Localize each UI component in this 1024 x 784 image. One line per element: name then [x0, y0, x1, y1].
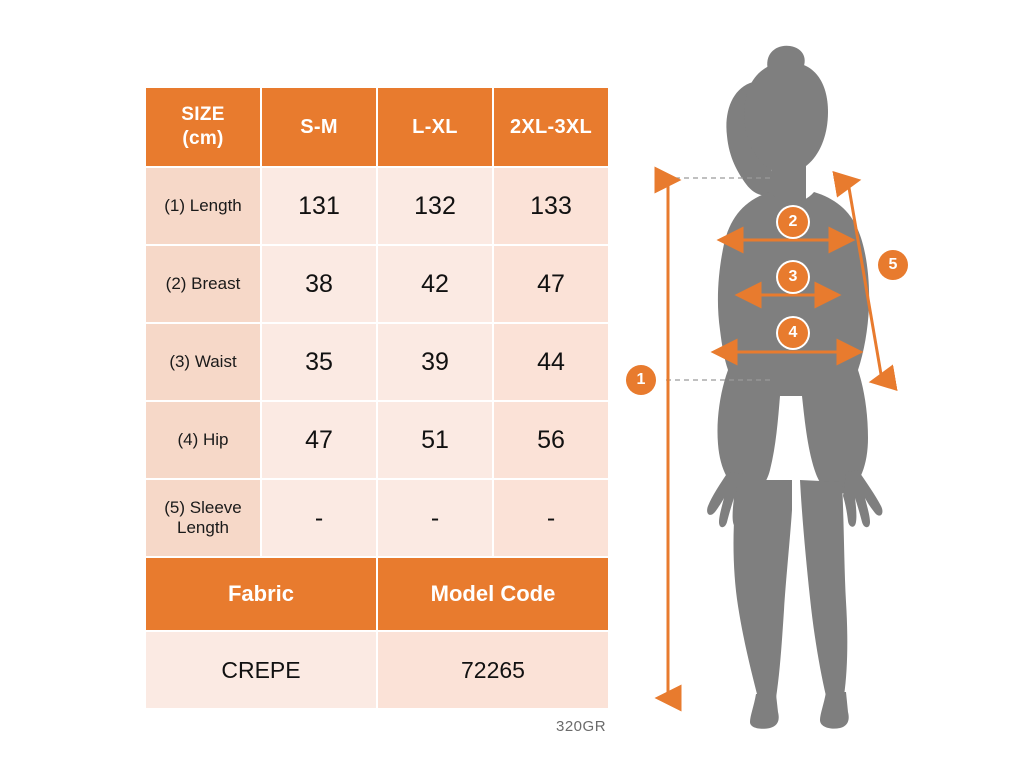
badge-breast: 2 — [778, 207, 808, 237]
header-col-l-xl: L-XL — [377, 87, 493, 167]
table-header — [145, 87, 609, 167]
table-row — [145, 245, 609, 323]
cell-breast-s-m: 38 — [261, 245, 377, 323]
header-size-line1: SIZE — [181, 104, 225, 126]
cell-waist-2xl-3xl: 44 — [493, 323, 609, 401]
figure-svg — [620, 40, 1010, 750]
size-table — [144, 86, 610, 710]
cell-sleeve-s-m: - — [261, 479, 377, 557]
cell-length-l-xl: 132 — [377, 167, 493, 245]
cell-length-2xl-3xl: 133 — [493, 167, 609, 245]
measurement-figure — [620, 40, 1010, 750]
cell-sleeve-2xl-3xl: - — [493, 479, 609, 557]
row-label-sleeve-length: (5) Sleeve Length — [145, 479, 261, 557]
badge-sleeve-length: 5 — [878, 250, 908, 280]
cell-hip-2xl-3xl: 56 — [493, 401, 609, 479]
table-footer-value-row — [145, 631, 609, 709]
cell-sleeve-l-xl: - — [377, 479, 493, 557]
table-row — [145, 167, 609, 245]
cell-waist-l-xl: 39 — [377, 323, 493, 401]
cell-waist-s-m: 35 — [261, 323, 377, 401]
table-body — [145, 167, 609, 709]
row-label-waist: (3) Waist — [145, 323, 261, 401]
cell-hip-s-m: 47 — [261, 401, 377, 479]
table-footer-header-row — [145, 557, 609, 631]
footer-header-model-code: Model Code — [377, 557, 609, 631]
table-row — [145, 323, 609, 401]
footer-value-model-code: 72265 — [377, 631, 609, 709]
cell-hip-l-xl: 51 — [377, 401, 493, 479]
cell-breast-2xl-3xl: 47 — [493, 245, 609, 323]
badge-length: 1 — [626, 365, 656, 395]
badge-waist: 3 — [778, 262, 808, 292]
cell-breast-l-xl: 42 — [377, 245, 493, 323]
badge-hip: 4 — [778, 318, 808, 348]
header-size-line2: (cm) — [182, 128, 224, 149]
female-body-silhouette — [707, 46, 882, 729]
row-label-length: (1) Length — [145, 167, 261, 245]
table-header-row — [145, 87, 609, 167]
table-row — [145, 401, 609, 479]
footer-header-fabric: Fabric — [145, 557, 377, 631]
header-size-cm — [145, 87, 261, 167]
footer-value-fabric: CREPE — [145, 631, 377, 709]
gram-weight-note: 320GR — [556, 718, 607, 735]
table-row — [145, 479, 609, 557]
cell-length-s-m: 131 — [261, 167, 377, 245]
row-label-breast: (2) Breast — [145, 245, 261, 323]
header-col-2xl-3xl: 2XL-3XL — [493, 87, 609, 167]
row-label-hip: (4) Hip — [145, 401, 261, 479]
header-col-s-m: S-M — [261, 87, 377, 167]
